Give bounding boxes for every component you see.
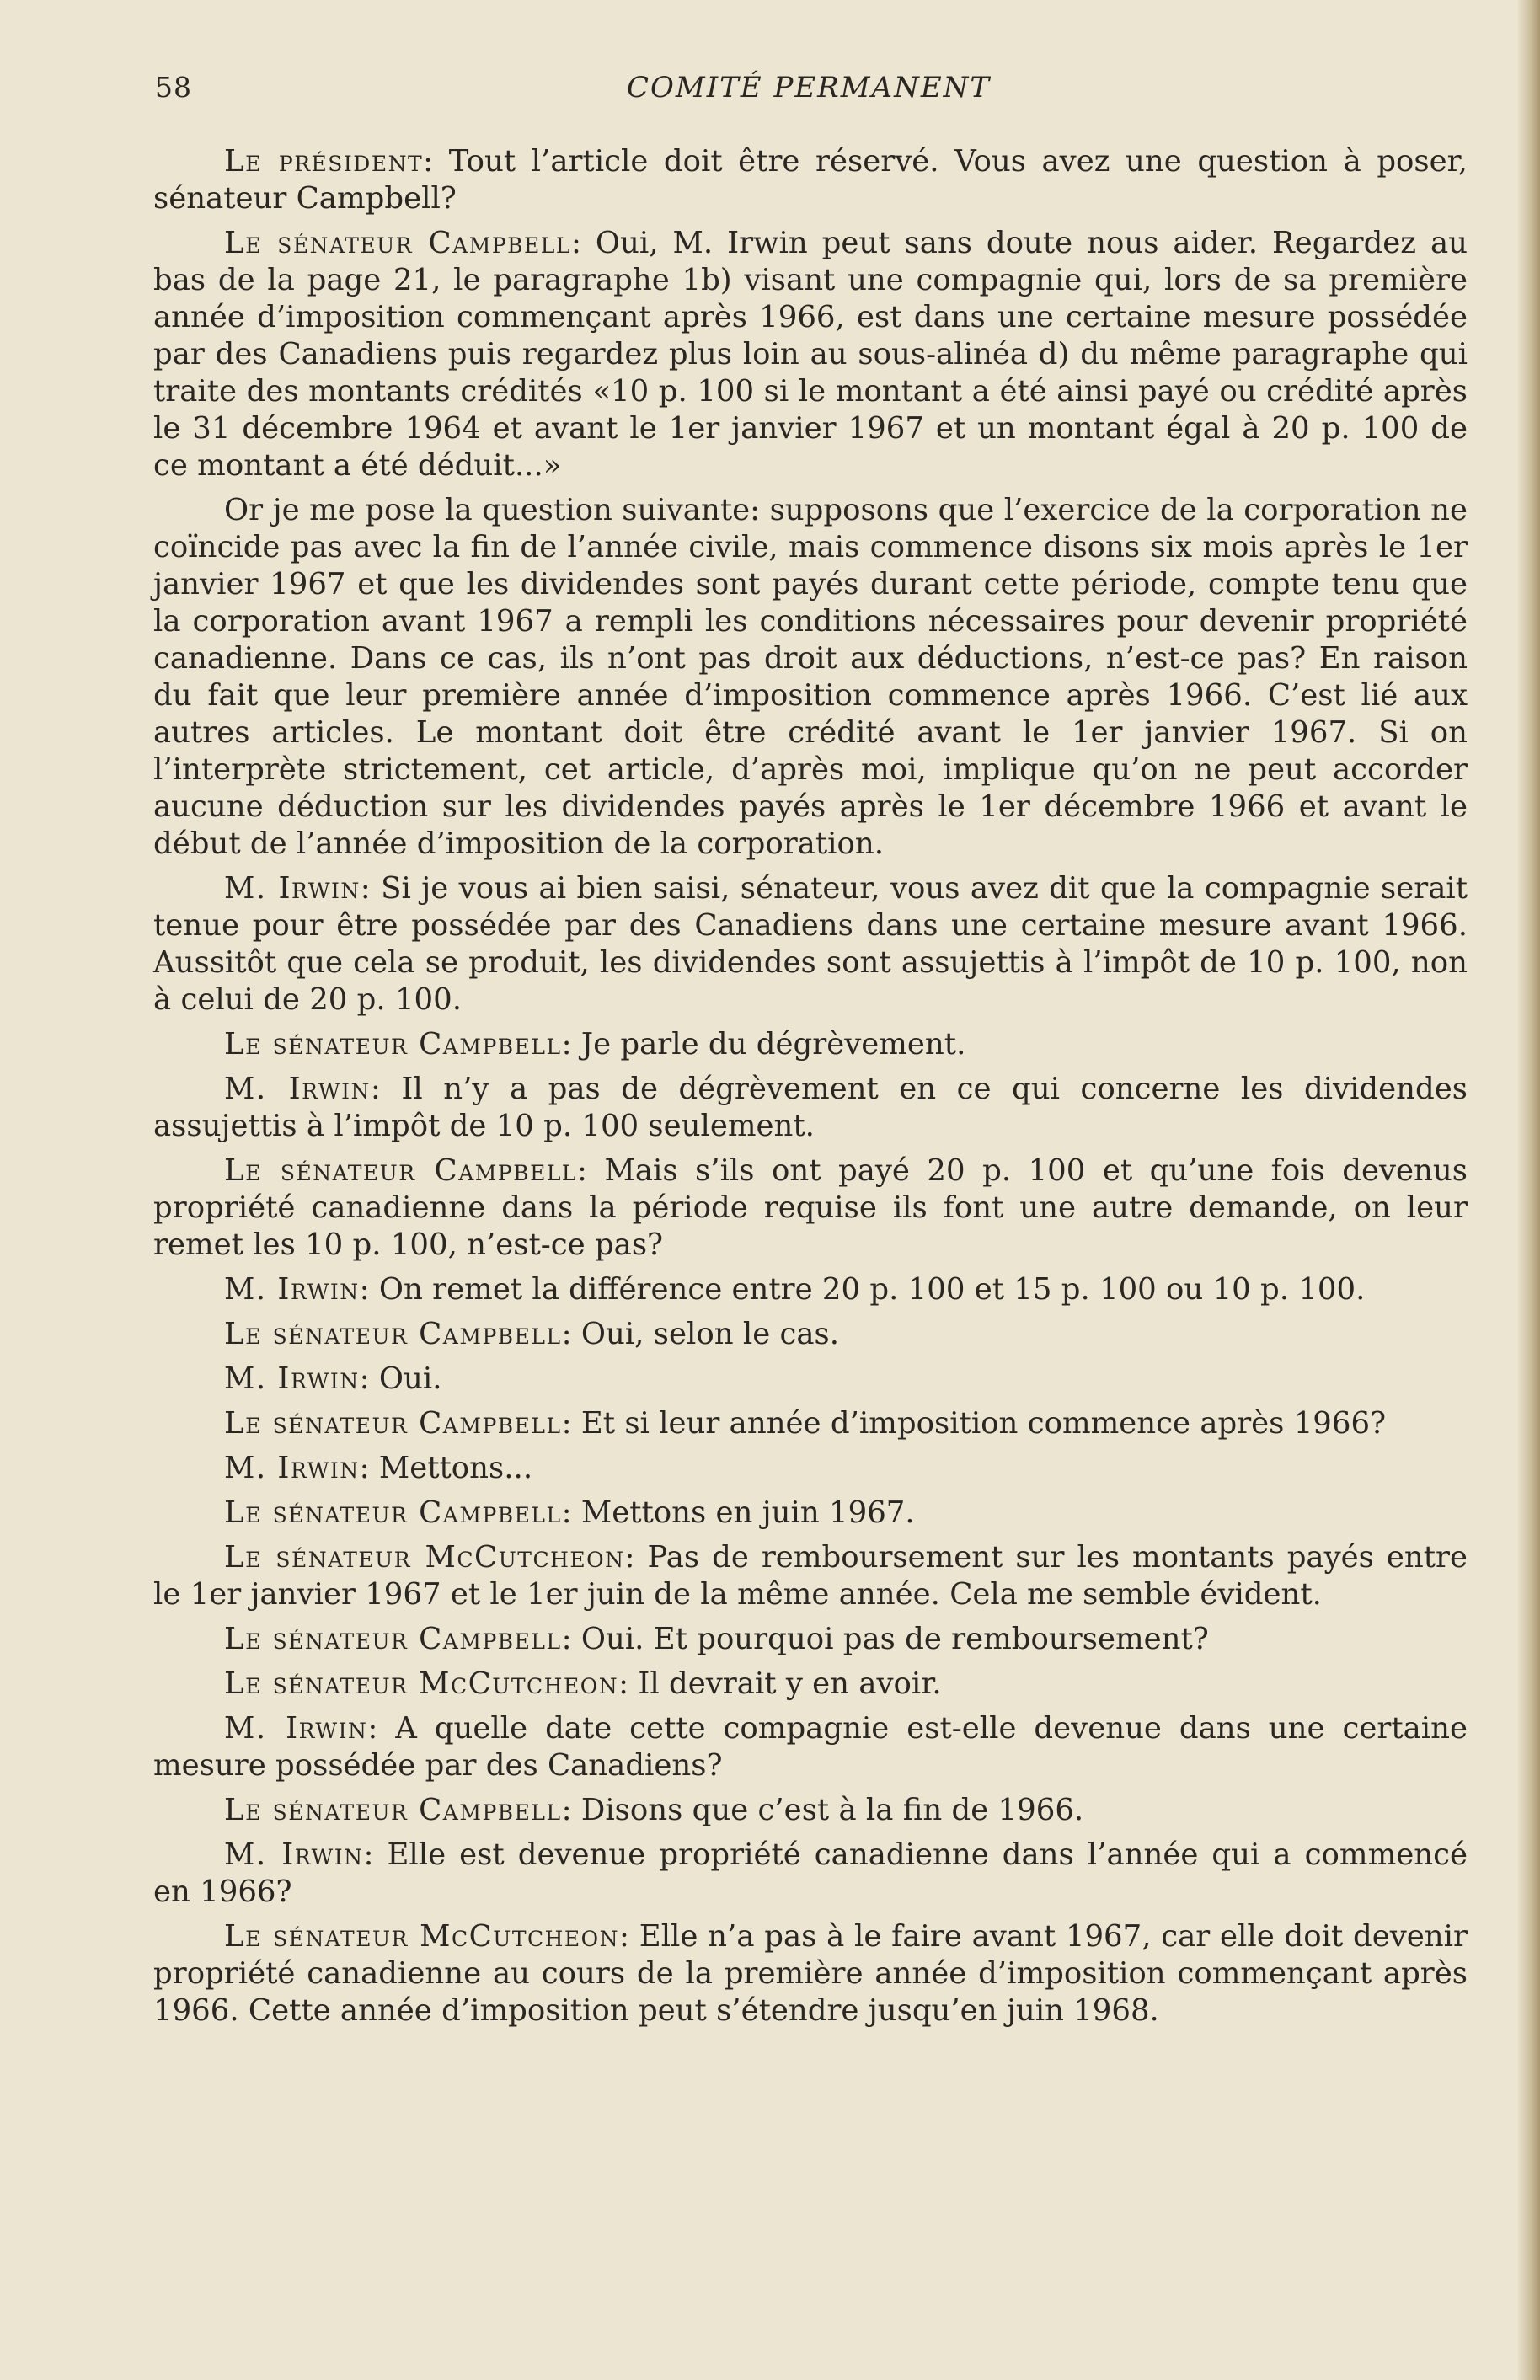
paragraph-text: Elle est devenue propriété canadienne dans l’année qui a commencé en 1966? [153,1837,1468,1909]
paragraph-text: Et si leur année d’imposition commence après 1966? [580,1406,1387,1441]
paragraph: Le sénateur McCutcheon: Pas de remboursement sur les montants payés entre le 1er janvier 1967 et le 1er juin de la même année. Cela me semble évident. [153,1540,1468,1612]
speaker-name: M. Irwin [224,871,361,906]
speaker-name: Le sénateur Campbell [224,1622,562,1656]
speaker-name: M. Irwin [224,1272,360,1307]
paragraph-text: Oui, selon le cas. [580,1317,840,1351]
paragraph: M. Irwin: On remet la différence entre 20 p. 100 et 15 p. 100 ou 10 p. 100. [224,1272,1366,1307]
paragraph-text: Oui. [378,1361,442,1396]
speaker-name: Le président [224,144,424,179]
paragraph-text: Disons que c’est à la fin de 1966. [580,1793,1084,1827]
paragraph-text: Mais s’ils ont payé 20 p. 100 et qu’une fois devenus propriété canadienne dans la période requise ils font une autre demande, on leur remet les 10 p. 100, n’est-ce pas? [153,1153,1468,1262]
speaker-name: M. Irwin [224,1837,364,1872]
paragraph-text: Mettons en juin 1967. [580,1495,915,1530]
page-header [155,71,1468,111]
paragraph-text: Il n’y a pas de dégrèvement en ce qui concerne les dividendes assujettis à l’impôt de 10 p. 100 seulement. [153,1072,1468,1143]
paragraph-text: Je parle du dégrèvement. [580,1027,966,1062]
transcript-body [153,143,1468,2037]
speaker-name: Le sénateur McCutcheon [224,1919,620,1954]
speaker-name: Le sénateur Campbell [224,1027,562,1062]
speaker-name: Le sénateur McCutcheon [224,1666,619,1701]
paragraph: Le sénateur Campbell: Mettons en juin 1967. [224,1495,915,1530]
paragraph-text: On remet la différence entre 20 p. 100 et 15 p. 100 ou 10 p. 100. [378,1272,1366,1307]
paragraph: Le président: Tout l’article doit être réservé. Vous avez une question à poser, sénateur Campbell? [153,144,1468,216]
paragraph-text: Or je me pose la question suivante: supposons que l’exercice de la corporation ne coïncide pas avec la fin de l’année civile, mais commence disons six mois après le 1er janvier 1967 et que les dividendes sont payés durant cette période, compte tenu que la corporation avant 1967 a rempli les conditions nécessaires pour devenir propriété canadienne. Dans ce cas, ils n’ont pas droit aux déductions, n’est-ce pas? En raison du fait que leur première année d’imposition commence après 1966. C’est lié aux autres articles. Le montant doit être crédité avant le 1er janvier 1967. Si on l’interprète strictement, cet article, d’après moi, implique qu’on ne peut accorder aucune déduction sur les dividendes payés après le 1er décembre 1966 et avant le début de l’année d’imposition de la corporation. [153,493,1468,861]
paragraph-text: Pas de remboursement sur les montants payés entre le 1er janvier 1967 et le 1er juin de la même année. Cela me semble évident. [153,1540,1468,1612]
paragraph-text: Oui. Et pourquoi pas de remboursement? [580,1622,1209,1656]
paragraph: M. Irwin: Mettons... [224,1451,533,1485]
page-number: 58 [155,71,192,104]
speaker-name: M. Irwin [224,1361,360,1396]
paragraph: M. Irwin: Oui. [224,1361,442,1396]
speaker-name: M. Irwin [224,1072,371,1106]
paragraph: M. Irwin: Il n’y a pas de dégrèvement en ce qui concerne les dividendes assujettis à l’impôt de 10 p. 100 seulement. [153,1072,1468,1143]
paragraph: Le sénateur Campbell: Mais s’ils ont payé 20 p. 100 et qu’une fois devenus propriété canadienne dans la période requise ils font une autre demande, on leur remet les 10 p. 100, n’est-ce pas? [153,1153,1468,1262]
paragraph: M. Irwin: A quelle date cette compagnie est-elle devenue dans une certaine mesure possédée par des Canadiens? [153,1711,1468,1783]
speaker-name: Le sénateur Campbell [224,226,571,260]
paragraph: Le sénateur Campbell: Disons que c’est à la fin de 1966. [224,1793,1084,1827]
running-title: COMITÉ PERMANENT [627,71,992,104]
paragraph-text: Si je vous ai bien saisi, sénateur, vous avez dit que la compagnie serait tenue pour être possédée par des Canadiens dans une certaine mesure avant 1966. Aussitôt que cela se produit, les dividendes sont assujettis à l’impôt de 10 p. 100, non à celui de 20 p. 100. [153,871,1468,1017]
paragraph: Le sénateur Campbell: Oui, selon le cas. [224,1317,840,1351]
paragraph: Le sénateur McCutcheon: Elle n’a pas à le faire avant 1967, car elle doit devenir propriété canadienne au cours de la première année d’imposition commençant après 1966. Cette année d’imposition peut s’étendre jusqu’en juin 1968. [153,1919,1468,2028]
paragraph-text: A quelle date cette compagnie est-elle devenue dans une certaine mesure possédée par des Canadiens? [153,1711,1468,1783]
paragraph: Le sénateur Campbell: Oui. Et pourquoi pas de remboursement? [224,1622,1209,1656]
paragraph [153,492,1468,863]
speaker-name: Le sénateur Campbell [224,1153,578,1188]
paragraph-text: Mettons... [378,1451,533,1485]
paragraph: Le sénateur McCutcheon: Il devrait y en avoir. [224,1666,942,1701]
paragraph: M. Irwin: Si je vous ai bien saisi, sénateur, vous avez dit que la compagnie serait tenue pour être possédée par des Canadiens dans une certaine mesure avant 1966. Aussitôt que cela se produit, les dividendes sont assujettis à l’impôt de 10 p. 100, non à celui de 20 p. 100. [153,871,1468,1017]
speaker-name: Le sénateur Campbell [224,1793,562,1827]
speaker-name: M. Irwin [224,1711,368,1746]
page-edge [1518,0,1540,2380]
paragraph-text: Tout l’article doit être réservé. Vous avez une question à poser, sénateur Campbell? [153,144,1468,216]
paragraph: M. Irwin: Elle est devenue propriété canadienne dans l’année qui a commencé en 1966? [153,1837,1468,1909]
speaker-name: Le sénateur Campbell [224,1406,562,1441]
paragraph-text: Oui, M. Irwin peut sans doute nous aider. Regardez au bas de la page 21, le paragraphe 1b) visant une compagnie qui, lors de sa première année d’imposition commençant après 1966, est dans une certaine mesure possédée par des Canadiens puis regardez plus loin au sous-alinéa d) du même paragraphe qui traite des montants crédités «10 p. 100 si le montant a été ainsi payé ou crédité après le 31 décembre 1964 et avant le 1er janvier 1967 et un montant égal à 20 p. 100 de ce montant a été déduit...» [153,226,1468,483]
paragraph: Le sénateur Campbell: Oui, M. Irwin peut sans doute nous aider. Regardez au bas de la page 21, le paragraphe 1b) visant une compagnie qui, lors de sa première année d’imposition commençant après 1966, est dans une certaine mesure possédée par des Canadiens puis regardez plus loin au sous-alinéa d) du même paragraphe qui traite des montants crédités «10 p. 100 si le montant a été ainsi payé ou crédité après le 31 décembre 1964 et avant le 1er janvier 1967 et un montant égal à 20 p. 100 de ce montant a été déduit...» [153,226,1468,483]
speaker-name: M. Irwin [224,1451,360,1485]
paragraph: Le sénateur Campbell: Je parle du dégrèvement. [224,1027,966,1062]
paragraph: Le sénateur Campbell: Et si leur année d’imposition commence après 1966? [224,1406,1387,1441]
paragraph-text: Elle n’a pas à le faire avant 1967, car elle doit devenir propriété canadienne au cours de la première année d’imposition commençant après 1966. Cette année d’imposition peut s’étendre jusqu’en juin 1968. [153,1919,1468,2028]
paragraph-text: Il devrait y en avoir. [638,1666,942,1701]
speaker-name: Le sénateur McCutcheon [224,1540,625,1575]
speaker-name: Le sénateur Campbell [224,1317,562,1351]
speaker-name: Le sénateur Campbell [224,1495,562,1530]
